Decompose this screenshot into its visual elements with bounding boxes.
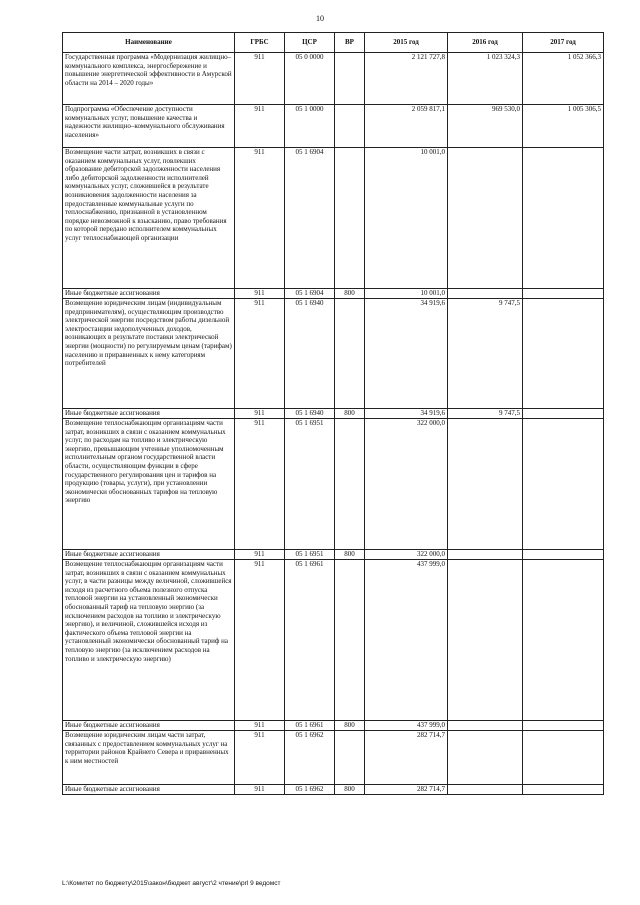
cell-name: Возмещение теплоснабжающим организациям части затрат, возникших в связи с оказанием коммунальных услуг, в части разницы между величиной, сложившейся исходя из расчетного объема полезного отпуска тепловой энергии на установленный экономически обоснованный тариф на тепловую энергию (за исключением расходов на топливо и электрическую энергию), и величиной, сложившейся исходя из фактического объема тепловой энергии на установленный экономически обоснованный тариф на тепловую энергию (за исключением расходов на топливо и электрическую энергию) [63,560,235,721]
cell-vr: 800 [335,785,365,795]
cell-2015: 2 059 817,1 [365,105,448,148]
cell-2015: 34 919,6 [365,409,448,419]
table-row [63,299,604,409]
budget-table [62,32,604,795]
cell-2016 [448,419,523,550]
cell-name: Иные бюджетные ассигнования [63,409,235,419]
cell-grbs: 911 [235,148,285,289]
cell-2016 [448,731,523,785]
table-row [63,785,604,795]
cell-name: Возмещение юридическим лицам (индивидуальным предпринимателям), осуществляющим производство электрической энергии посредством работы дизельной электростанции недополученных доходов, возникающих в результате поставки электрической энергии (мощности) по регулируемым ценам (тарифам) населению и приравненных к нему категориям потребителей [63,299,235,409]
cell-2016: 9 747,5 [448,409,523,419]
cell-name: Иные бюджетные ассигнования [63,785,235,795]
cell-2015: 34 919,6 [365,299,448,409]
cell-2017 [523,409,604,419]
cell-grbs: 911 [235,409,285,419]
table-row [63,419,604,550]
cell-2017 [523,550,604,560]
header-vr: ВР [335,33,365,53]
cell-2017 [523,721,604,731]
cell-2016: 1 023 324,3 [448,53,523,105]
footer-file-path: L:\Комитет по бюджету\2015\закон\бюджет август\2 чтение\prl 9 ведомст [62,880,281,887]
cell-name: Иные бюджетные ассигнования [63,721,235,731]
cell-name: Возмещение части затрат, возникших в связи с оказанием коммунальных услуг, повлекших образование дебиторской задолженности населения либо дебиторской задолженности исполнителей коммунальных услуг, сложившейся в результате возникновения задолженности населения за предоставленные коммунальные услуги по теплоснабжению, признанной в установленном порядке невозможной к взысканию, право требования по которой передано исполнителем коммунальных услуг теплоснабжающей организации [63,148,235,289]
cell-2016 [448,560,523,721]
cell-2015: 437 999,0 [365,721,448,731]
cell-2017 [523,148,604,289]
cell-2017: 1 052 366,3 [523,53,604,105]
cell-name: Возмещение теплоснабжающим организациям части затрат, возникших в связи с оказанием коммунальных услуг, по расходам на топливо и электрическую энергию, превышающим учтенные уполномоченным исполнительным органом государственной власти области, осуществляющим функции в сфере государственного регулирования цен и тарифов на продукцию (товары, услуги), при установлении экономически обоснованных тарифов на тепловую энергию [63,419,235,550]
cell-2016 [448,289,523,299]
table-row [63,148,604,289]
table-row [63,731,604,785]
cell-2015: 10 001,0 [365,289,448,299]
header-2016: 2016 год [448,33,523,53]
header-2015: 2015 год [365,33,448,53]
header-grbs: ГРБС [235,33,285,53]
cell-vr: 800 [335,721,365,731]
cell-csr: 05 1 6904 [285,148,335,289]
cell-name: Иные бюджетные ассигнования [63,550,235,560]
cell-csr: 05 1 6962 [285,785,335,795]
table-row [63,105,604,148]
cell-2015: 322 000,0 [365,550,448,560]
cell-2016 [448,785,523,795]
cell-2016 [448,550,523,560]
cell-csr: 05 1 6951 [285,419,335,550]
cell-vr [335,105,365,148]
cell-vr [335,731,365,785]
cell-vr: 800 [335,550,365,560]
cell-2016 [448,721,523,731]
cell-2015: 282 714,7 [365,785,448,795]
cell-csr: 05 1 6940 [285,409,335,419]
cell-2017 [523,419,604,550]
cell-2017 [523,289,604,299]
header-2017: 2017 год [523,33,604,53]
cell-grbs: 911 [235,731,285,785]
cell-csr: 05 1 6962 [285,731,335,785]
header-csr: ЦСР [285,33,335,53]
cell-csr: 05 1 6951 [285,550,335,560]
cell-grbs: 911 [235,299,285,409]
cell-2015: 437 999,0 [365,560,448,721]
cell-2016: 9 747,5 [448,299,523,409]
cell-grbs: 911 [235,785,285,795]
cell-grbs: 911 [235,721,285,731]
cell-2016 [448,148,523,289]
cell-csr: 05 0 0000 [285,53,335,105]
cell-2017 [523,731,604,785]
cell-vr [335,560,365,721]
table-row [63,289,604,299]
table-header-row [63,33,604,53]
cell-vr [335,148,365,289]
cell-grbs: 911 [235,289,285,299]
cell-csr: 05 1 0000 [285,105,335,148]
table-row [63,560,604,721]
cell-2017 [523,560,604,721]
cell-2015: 2 121 727,8 [365,53,448,105]
table-row [63,409,604,419]
cell-name: Иные бюджетные ассигнования [63,289,235,299]
cell-name: Возмещение юридическим лицам части затрат, связанных с предоставлением коммунальных услуг на территории районов Крайнего Севера и приравненных к ним местностей [63,731,235,785]
cell-grbs: 911 [235,53,285,105]
table-row [63,721,604,731]
cell-vr: 800 [335,289,365,299]
cell-2017: 1 005 306,5 [523,105,604,148]
cell-csr: 05 1 6940 [285,299,335,409]
cell-2015: 282 714,7 [365,731,448,785]
cell-2017 [523,299,604,409]
cell-2016: 969 530,0 [448,105,523,148]
cell-grbs: 911 [235,550,285,560]
table-row [63,53,604,105]
cell-csr: 05 1 6904 [285,289,335,299]
cell-name: Государственная программа «Модернизация жилищно–коммунального комплекса, энергосбережение и повышение энергетической эффективности в Амурской области на 2014 – 2020 годы» [63,53,235,105]
table-row [63,550,604,560]
cell-grbs: 911 [235,560,285,721]
cell-2017 [523,785,604,795]
cell-grbs: 911 [235,105,285,148]
cell-vr [335,419,365,550]
cell-vr: 800 [335,409,365,419]
cell-2015: 10 001,0 [365,148,448,289]
cell-vr [335,299,365,409]
cell-csr: 05 1 6961 [285,560,335,721]
cell-2015: 322 000,0 [365,419,448,550]
cell-grbs: 911 [235,419,285,550]
header-name: Наименование [63,33,235,53]
cell-vr [335,53,365,105]
cell-csr: 05 1 6961 [285,721,335,731]
cell-name: Подпрограмма «Обеспечение доступности коммунальных услуг, повышение качества и надежности жилищно–коммунального обслуживания населения» [63,105,235,148]
page-number: 10 [316,14,324,23]
